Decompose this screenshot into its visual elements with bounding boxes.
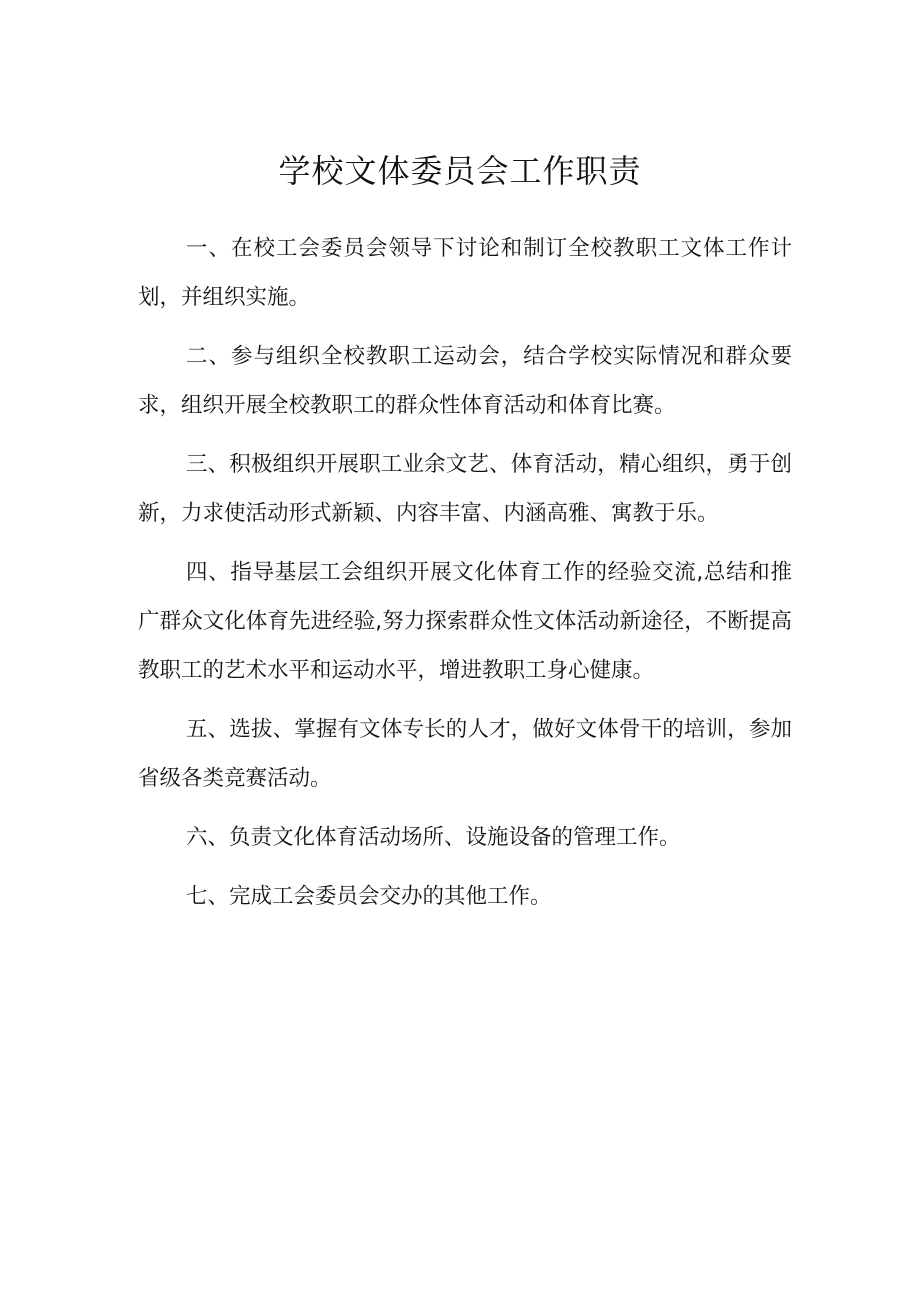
paragraph-1: 一、在校工会委员会领导下讨论和制订全校教职工文体工作计划，并组织实施。 bbox=[138, 236, 792, 310]
document-title: 学校文体委员会工作职责 bbox=[278, 152, 642, 190]
paragraph-7: 七、完成工会委员会交办的其他工作。 bbox=[186, 884, 552, 909]
paragraph-6: 六、负责文化体育活动场所、设施设备的管理工作。 bbox=[186, 825, 681, 850]
paragraph-3: 三、积极组织开展职工业余文艺、体育活动，精心组织，勇于创新，力求使活动形式新颖、内容丰富、内涵高雅、寓教于乐。 bbox=[138, 452, 792, 526]
paragraph-4: 四、指导基层工会组织开展文化体育工作的经验交流,总结和推广群众文化体育先进经验,努力探索群众性文体活动新途径，不断提高教职工的艺术水平和运动水平，增进教职工身心健康。 bbox=[138, 560, 792, 683]
document-body bbox=[138, 224, 792, 931]
paragraph-2: 二、参与组织全校教职工运动会，结合学校实际情况和群众要求，组织开展全校教职工的群众性体育活动和体育比赛。 bbox=[138, 344, 792, 418]
paragraph-5: 五、选拔、掌握有文体专长的人才，做好文体骨干的培训，参加省级各类竞赛活动。 bbox=[138, 717, 792, 791]
